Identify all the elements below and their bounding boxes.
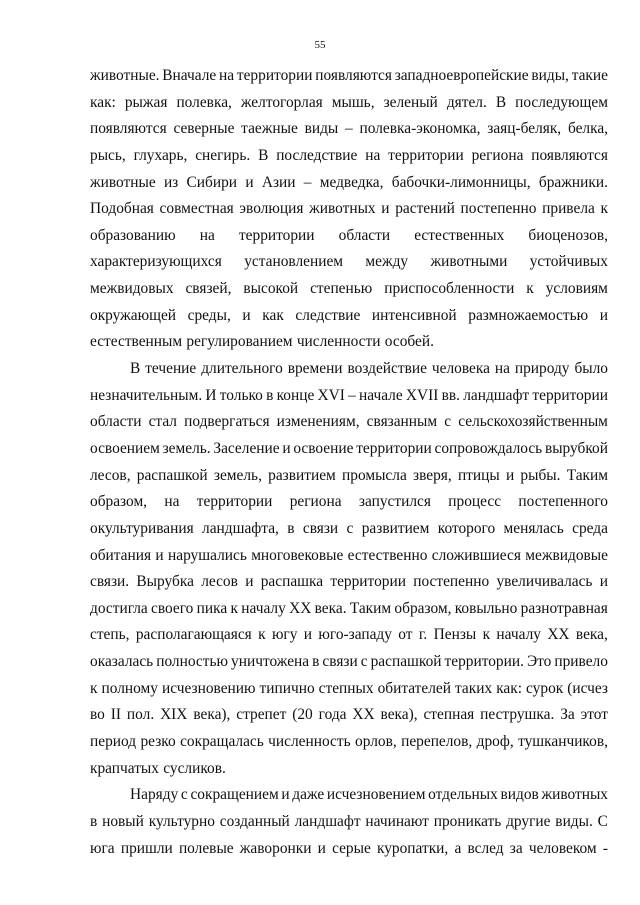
word: и [281, 786, 290, 804]
word: региона [471, 146, 524, 164]
word: постепенно [413, 573, 490, 591]
text-line [90, 436, 608, 463]
word: глухарь, [133, 146, 188, 164]
word: приспособленности [384, 280, 515, 298]
word: распашкой [370, 653, 442, 671]
word: высокой [243, 280, 299, 298]
word: устойчивых [529, 253, 608, 271]
word: достигла [90, 599, 148, 617]
word: образом, [90, 493, 148, 511]
word: исчезновению [162, 679, 256, 697]
word: В [130, 360, 141, 378]
word: как [262, 306, 284, 324]
word: постепенно [460, 200, 537, 218]
word: куропатки, [376, 839, 449, 857]
word: земель. [162, 439, 211, 457]
word: к [90, 679, 98, 697]
word: менялась [503, 519, 564, 537]
word: северные [173, 120, 235, 138]
word: С [597, 812, 608, 830]
word: появляются [531, 146, 608, 164]
word: уничтожена [231, 653, 310, 671]
word: сопровождалось [434, 439, 543, 457]
word: процесс [448, 493, 502, 511]
word: II [110, 706, 122, 724]
word: таких [455, 679, 493, 697]
text-line [90, 543, 608, 570]
word: бабочки-лимонницы, [391, 173, 531, 191]
word: вырубкой [544, 439, 608, 457]
word: XX [289, 599, 312, 617]
word: земель, [213, 466, 262, 484]
text-line [90, 596, 608, 623]
word: регулированием [186, 333, 293, 351]
word: белка, [567, 120, 608, 138]
word: – [348, 386, 356, 404]
word: окультуривания [90, 519, 194, 537]
word: обитания [90, 546, 152, 564]
word: Пензы [433, 626, 477, 644]
word: во [90, 706, 105, 724]
text-line [90, 569, 608, 596]
word: территории [196, 493, 273, 511]
word: воздействие [347, 360, 427, 378]
word: полностью [156, 653, 229, 671]
word: сельскохозяйственным [458, 413, 608, 431]
word: связи. [90, 573, 130, 591]
word: как: [496, 679, 523, 697]
word: Азии [261, 173, 296, 191]
word: желтогорлая [240, 93, 323, 111]
word: и [599, 573, 608, 591]
text-line [90, 276, 608, 303]
word: степная [423, 706, 475, 724]
word: рыбы. [520, 466, 561, 484]
word: XVII [405, 386, 439, 404]
text-line [90, 649, 608, 676]
word: снегирь. [195, 146, 251, 164]
word: связи [302, 519, 339, 537]
word: увеличивалась [496, 573, 593, 591]
word: Наряду [130, 786, 179, 804]
word: Вырубка [136, 573, 194, 591]
word: в [90, 812, 98, 830]
word: медведка, [319, 173, 384, 191]
word: естественно [347, 546, 428, 564]
text-line [90, 702, 608, 729]
word: в [312, 653, 320, 671]
word: птицы [457, 466, 500, 484]
word: особей. [384, 333, 434, 351]
word: виды [304, 120, 339, 138]
word: западноевропейские [394, 67, 529, 84]
word: своего [151, 599, 194, 617]
text-line [90, 622, 608, 649]
word: из [163, 173, 179, 191]
word: XIX [160, 706, 188, 724]
word: конце [276, 386, 315, 404]
word: к [600, 200, 608, 218]
word: среды, [187, 306, 231, 324]
word: полевые [178, 839, 234, 857]
word: и [245, 573, 254, 591]
word: – [303, 173, 312, 191]
word: сокращалась [180, 733, 264, 751]
text-line [90, 90, 608, 117]
word: такие [571, 67, 608, 84]
word: с [346, 519, 354, 537]
word: этот [580, 706, 608, 724]
word: сусликов. [163, 759, 226, 777]
word: и [317, 839, 326, 857]
text-line [90, 303, 608, 330]
word: естественных [414, 226, 505, 244]
word: даже [292, 786, 325, 804]
word: тушканчиков, [518, 733, 608, 751]
word: ковыльно [454, 599, 518, 617]
word: и [505, 466, 515, 484]
word: резко [140, 733, 176, 751]
word: к [230, 599, 238, 617]
text-line [90, 516, 608, 543]
text-line [90, 63, 608, 90]
word: которого [437, 519, 496, 537]
paragraph [90, 63, 608, 356]
word: животные [90, 173, 156, 191]
word: животных [309, 200, 376, 218]
word: между [365, 253, 409, 271]
word: течение [145, 360, 197, 378]
word: культурно [148, 812, 215, 830]
text-line [90, 116, 608, 143]
word: Заселение [213, 439, 280, 457]
word: таежные [241, 120, 298, 138]
word: XX [352, 706, 375, 724]
word: ландшафт [463, 386, 530, 404]
word: последующем [515, 93, 608, 111]
word: века, [575, 626, 608, 644]
text-line [90, 249, 608, 276]
word: юга [90, 839, 115, 857]
word: от [398, 626, 413, 644]
word: и [242, 306, 251, 324]
word: началу [496, 626, 541, 644]
word: человека [431, 360, 490, 378]
page-number: 55 [314, 39, 326, 51]
text-line [90, 409, 608, 436]
word: ландшафт [294, 812, 361, 830]
word: дроф, [476, 733, 514, 751]
word: зеленый [383, 93, 438, 111]
text-line [90, 223, 608, 250]
word: созданный [219, 812, 290, 830]
word: животные. [90, 67, 160, 84]
word: виды, [531, 67, 569, 84]
word: рысь, [90, 146, 126, 164]
text-line [90, 196, 608, 223]
word: с [444, 413, 452, 431]
word: (20 [292, 706, 313, 724]
word: на [199, 226, 215, 244]
word: межвидовые [525, 546, 608, 564]
word: среда [572, 519, 608, 537]
word: человеком [528, 839, 597, 857]
word: интенсивной [371, 306, 457, 324]
word: пика [196, 599, 228, 617]
word: – [345, 120, 353, 138]
word: полному [101, 679, 158, 697]
word: года [318, 706, 347, 724]
word: располагающаяся [135, 626, 252, 644]
word: последствие [276, 146, 358, 164]
word: на [494, 360, 510, 378]
word: жаворонки [239, 839, 312, 857]
word: и [245, 173, 254, 191]
text-line [90, 809, 608, 836]
paragraph [90, 782, 608, 862]
word: видов [500, 786, 539, 804]
word: другие [506, 812, 551, 830]
word: юго-западу [318, 626, 392, 644]
word: региона [289, 493, 342, 511]
text-line [90, 756, 608, 783]
word: пеструшка. [480, 706, 555, 724]
word: многовековые [251, 546, 344, 564]
word: степь, [90, 626, 130, 644]
word: распашка [260, 573, 324, 591]
word: привела [542, 200, 595, 218]
word: и [155, 546, 164, 564]
word: лесов, [90, 466, 131, 484]
word: начале [359, 386, 403, 404]
word: развитием [268, 466, 336, 484]
word: времени [287, 360, 343, 378]
word: пришли [120, 839, 173, 857]
text-line [90, 676, 608, 703]
word: перепелов, [401, 733, 473, 751]
word: связи [322, 653, 358, 671]
word: стал [148, 413, 177, 431]
word: образованию [90, 226, 176, 244]
word: распашкой [136, 466, 208, 484]
word: мышь, [331, 93, 375, 111]
word: изменениям, [276, 413, 360, 431]
word: межвидовых [90, 280, 174, 298]
word: области [90, 413, 142, 431]
text-line [90, 836, 608, 863]
word: пол. [126, 706, 155, 724]
word: области [338, 226, 391, 244]
text-line [90, 329, 608, 356]
text-line [90, 383, 608, 410]
word: только [219, 386, 263, 404]
word: как: [90, 93, 116, 111]
word: размножаемостью [468, 306, 589, 324]
word: Это [526, 653, 552, 671]
word: условиям [545, 280, 608, 298]
word: XX [547, 626, 570, 644]
word: сокращением [190, 786, 279, 804]
word: эволюция [239, 200, 304, 218]
word: вв. [441, 386, 460, 404]
word: промысла [342, 466, 407, 484]
word: - [602, 839, 608, 857]
word: территории [532, 386, 608, 404]
word: связей, [185, 280, 232, 298]
word: сурок [526, 679, 564, 697]
word: стрепет [236, 706, 287, 724]
text-line [90, 729, 608, 756]
word: В [495, 93, 507, 111]
word: привело [554, 653, 608, 671]
word: появляются [315, 67, 392, 84]
word: численности [296, 333, 381, 351]
word: длительного [201, 360, 283, 378]
word: степных [318, 679, 374, 697]
word: крапчатых [90, 759, 159, 777]
word: сложившиеся [431, 546, 521, 564]
word: новый [102, 812, 144, 830]
body-text [90, 63, 608, 862]
word: бражники. [538, 173, 608, 191]
word: полевка-экономка, [359, 120, 481, 138]
word: территории [356, 439, 432, 457]
word: к [258, 626, 266, 644]
word: серые [332, 839, 371, 857]
word: территории [388, 146, 464, 164]
word: образом, [394, 599, 452, 617]
word: и [303, 626, 313, 644]
word: следствие [295, 306, 361, 324]
word: окружающей [90, 306, 177, 324]
word: Таким [349, 599, 392, 617]
word: полевка, [176, 93, 232, 111]
word: начинают [365, 812, 429, 830]
paragraph [90, 356, 608, 782]
word: типично [259, 679, 315, 697]
word: XVI [317, 386, 345, 404]
word: и [381, 200, 390, 218]
word: орлов, [355, 733, 397, 751]
word: запустился [358, 493, 431, 511]
word: За [560, 706, 575, 724]
word: животными [430, 253, 508, 271]
word: И [205, 386, 217, 404]
word: появляются [90, 120, 167, 138]
word: в [287, 519, 295, 537]
word: века. [314, 599, 347, 617]
word: Подобная [90, 200, 154, 218]
word: В [258, 146, 269, 164]
word: и [599, 306, 608, 324]
word: постепенного [518, 493, 608, 511]
word: было [574, 360, 608, 378]
text-line [90, 143, 608, 170]
word: (исчез [567, 679, 608, 697]
word: с [360, 653, 368, 671]
word: растений [395, 200, 455, 218]
word: Вначале [162, 67, 217, 84]
word: развитием [361, 519, 430, 537]
word: в [266, 386, 274, 404]
word: освоением [90, 439, 160, 457]
word: на [219, 67, 235, 84]
word: рыжая [124, 93, 168, 111]
word: века), [380, 706, 418, 724]
word: на [164, 493, 180, 511]
word: природу [514, 360, 570, 378]
word: территории. [444, 653, 524, 671]
word: период [90, 733, 137, 751]
word: обитателей [377, 679, 451, 697]
word: степенью [310, 280, 373, 298]
text-line [90, 170, 608, 197]
word: зверя, [413, 466, 452, 484]
word: заяц-беляк, [487, 120, 562, 138]
word: на [365, 146, 381, 164]
word: лесов [201, 573, 238, 591]
word: ландшафта, [202, 519, 279, 537]
word: территории [236, 67, 313, 84]
word: численность [268, 733, 351, 751]
word: совместная [159, 200, 234, 218]
word: исчезновением [326, 786, 426, 804]
word: югу [271, 626, 298, 644]
word: а [454, 839, 462, 857]
word: к [526, 280, 534, 298]
word: оказалась [90, 653, 154, 671]
word: и [282, 439, 291, 457]
text-line [90, 356, 608, 383]
text-line [90, 489, 608, 516]
word: виды. [555, 812, 593, 830]
word: с [180, 786, 188, 804]
word: освоение [293, 439, 354, 457]
word: вслед [467, 839, 504, 857]
word: характеризующихся [90, 253, 222, 271]
text-line [90, 782, 608, 809]
word: г. [418, 626, 428, 644]
word: к [482, 626, 491, 644]
word: проникать [433, 812, 502, 830]
word: отдельных [428, 786, 498, 804]
word: животных [541, 786, 608, 804]
word: Таким [566, 466, 608, 484]
text-line [90, 463, 608, 490]
word: территории [238, 226, 315, 244]
word: установлением [244, 253, 344, 271]
word: незначительным. [90, 386, 203, 404]
word: естественным [90, 333, 183, 351]
word: века), [193, 706, 231, 724]
word: нарушались [168, 546, 247, 564]
word: дятел. [446, 93, 487, 111]
word: началу [241, 599, 286, 617]
word: территории [330, 573, 406, 591]
word: подвергаться [184, 413, 270, 431]
word: связанным [366, 413, 438, 431]
word: за [509, 839, 523, 857]
word: Сибири [186, 173, 238, 191]
word: разнотравная [520, 599, 608, 617]
word: биоценозов, [528, 226, 608, 244]
